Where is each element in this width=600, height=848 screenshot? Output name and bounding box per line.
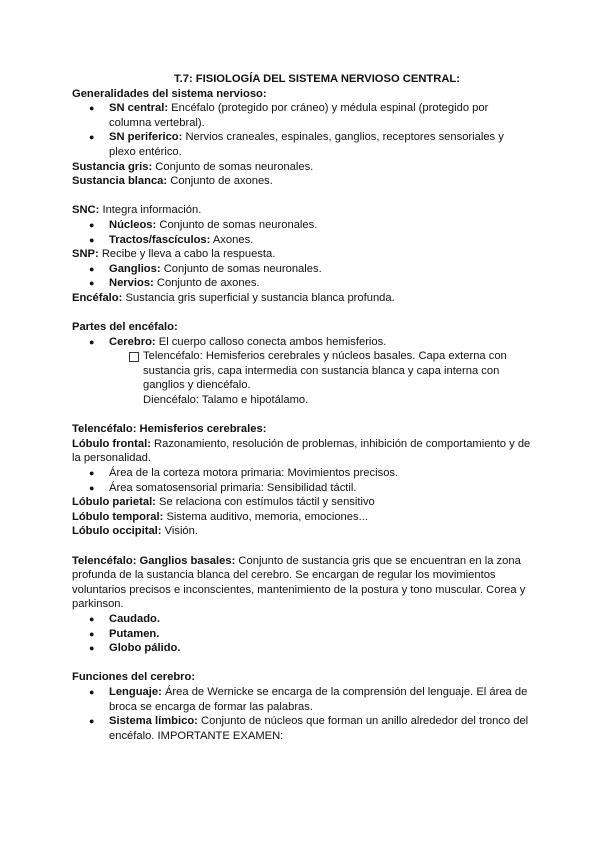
snc-list (72, 218, 532, 247)
list-item: ● Ganglios: Conjunto de somas neuronales. (72, 262, 532, 277)
funciones-list (72, 685, 532, 743)
list-item: ● Cerebro: El cuerpo calloso conecta ambos hemisferios. (72, 335, 532, 350)
section-heading-generalidades: Generalidades del sistema nervioso: (72, 87, 267, 100)
definition-snp: SNP: Recibe y lleva a cabo la respuesta. (72, 248, 276, 261)
definition-lobulo-occipital: Lóbulo occipital: Visión. (72, 525, 198, 538)
list-item: ● Núcleos: Conjunto de somas neuronales. (72, 218, 532, 233)
list-item: ● Globo pálido. (72, 641, 532, 656)
snp-list (72, 262, 532, 291)
definition-sustancia-gris: Sustancia gris: Conjunto de somas neuronales. (72, 160, 314, 173)
generalidades-list (72, 101, 532, 159)
ganglios-list (72, 612, 532, 656)
list-item: ● Sistema límbico: Conjunto de núcleos que forman un anillo alrededor del tronco del encéfalo. IMPORTANTE EXAMEN: (72, 714, 532, 743)
section-heading-hemisferios: Telencéfalo: Hemisferios cerebrales: (72, 423, 267, 436)
definition-sustancia-blanca: Sustancia blanca: Conjunto de axones. (72, 175, 273, 188)
list-item: ● Nervios: Conjunto de axones. (72, 276, 532, 291)
section-heading-funciones: Funciones del cerebro: (72, 671, 196, 684)
list-item: ● SN periferico: Nervios craneales, espinales, ganglios, receptores sensoriales y plexo entérico. (72, 130, 532, 159)
partes-list (72, 335, 532, 350)
list-item: ● Área de la corteza motora primaria: Movimientos precisos. (72, 466, 532, 481)
list-item: ● Caudado. (72, 612, 532, 627)
list-item: ● Lenguaje: Área de Wernicke se encarga de la comprensión del lenguaje. El área de broca se encarga de formar las palabras. (72, 685, 532, 714)
document-body (72, 72, 532, 743)
definition-ganglios-basales: Telencéfalo: Ganglios basales: Conjunto de sustancia gris que se encuentran en la zona profunda de la sustancia blanca del cerebro. Se encargan de regular los movimientos voluntarios precisos e inconscientes, mantenimiento de la postura y tono muscular. Corea y parkinson. (72, 554, 526, 611)
page-title: T.7: FISIOLOGÍA DEL SISTEMA NERVIOSO CENTRAL: (174, 73, 460, 85)
frontal-list (72, 466, 532, 495)
definition-lobulo-parietal: Lóbulo parietal: Se relaciona con estímulos táctil y sensitivo (72, 496, 375, 509)
definition-lobulo-frontal: Lóbulo frontal: Razonamiento, resolución de problemas, inhibición de comportamiento y de la personalidad. (72, 437, 531, 465)
list-item: ● SN central: Encéfalo (protegido por cráneo) y médula espinal (protegido por columna vertebral). (72, 101, 532, 130)
list-item: ● Área somatosensorial primaria: Sensibilidad táctil. (72, 481, 532, 496)
section-heading-partes: Partes del encéfalo: (72, 321, 178, 334)
checklist-item-telencefalo: Telencéfalo: Hemisferios cerebrales y núcleos basales. Capa externa con sustancia gris, capa intermedia con sustancia blanca y capa interna con ganglios y diencéfalo. (72, 349, 532, 393)
definition-snc: SNC: Integra información. (72, 204, 202, 217)
list-item: ● Tractos/fascículos: Axones. (72, 233, 532, 248)
definition-encefalo: Encéfalo: Sustancia gris superficial y sustancia blanca profunda. (72, 291, 395, 304)
list-item: ● Putamen. (72, 627, 532, 642)
diencefalo-text: Diencéfalo: Talamo e hipotálamo. (143, 394, 309, 407)
checkbox-icon[interactable] (129, 352, 139, 362)
definition-lobulo-temporal: Lóbulo temporal: Sistema auditivo, memoria, emociones... (72, 510, 368, 523)
